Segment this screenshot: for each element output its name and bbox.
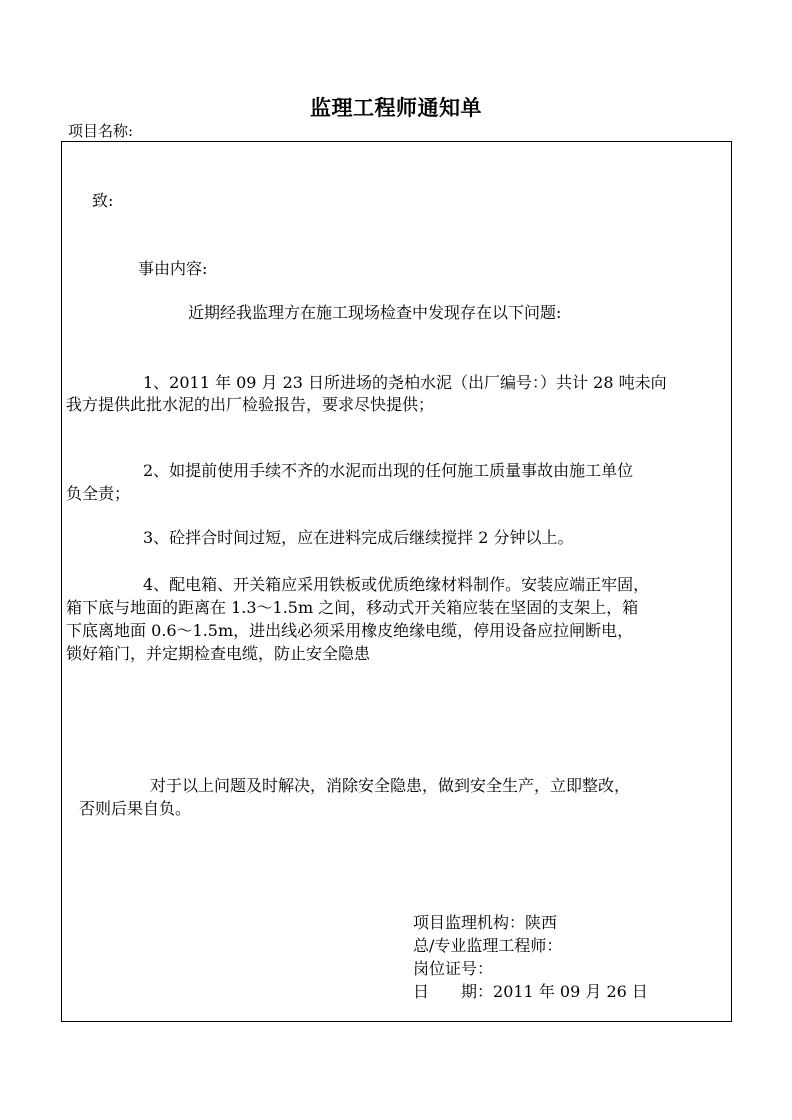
certificate-number: 岗位证号： [413, 959, 494, 978]
date-row [413, 981, 648, 1003]
date-value: 2011 年 09 月 26 日 [493, 982, 648, 1001]
item-4-line-2: 箱下底与地面的距离在 1.3～1.5m 之间，移动式开关箱应装在坚固的支架上，箱 [66, 598, 639, 617]
item-2-line-2: 负全责； [66, 484, 131, 503]
supervision-org: 项目监理机构：陕西 [413, 913, 558, 932]
item-4-line-3: 下底离地面 0.6～1.5m，进出线必须采用橡皮绝缘电缆，停用设备应拉闸断电， [66, 621, 634, 640]
supervising-engineer: 总/专业监理工程师： [413, 936, 563, 955]
item-4-line-1: 4、配电箱、开关箱应采用铁板或优质绝缘材料制作。安装应端正牢固， [143, 575, 650, 594]
item-1-line-1: 1、2011 年 09 月 23 日所进场的尧柏水泥（出厂编号：）共计 28 吨未向 [143, 373, 667, 392]
conclusion-line-1: 对于以上问题及时解决，消除安全隐患，做到安全生产，立即整改， [150, 776, 631, 795]
document-title: 监理工程师通知单 [310, 96, 482, 120]
reason-label: 事由内容: [138, 259, 208, 278]
to-label: 致: [92, 191, 114, 210]
intro-text: 近期经我监理方在施工现场检查中发现存在以下问题: [188, 303, 562, 322]
date-label: 日 期： [413, 982, 494, 1001]
conclusion-line-2: 否则后果自负。 [79, 799, 192, 818]
item-1-line-2: 我方提供此批水泥的出厂检验报告，要求尽快提供； [66, 395, 435, 414]
item-2-line-1: 2、如提前使用手续不齐的水泥而出现的任何施工质量事故由施工单位 [143, 461, 634, 480]
project-name-label: 项目名称: [68, 122, 134, 140]
item-3-line-1: 3、砼拌合时间过短，应在进料完成后继续搅拌 2 分钟以上。 [143, 528, 574, 547]
item-4-line-4: 锁好箱门，并定期检查电缆，防止安全隐患 [66, 644, 371, 663]
